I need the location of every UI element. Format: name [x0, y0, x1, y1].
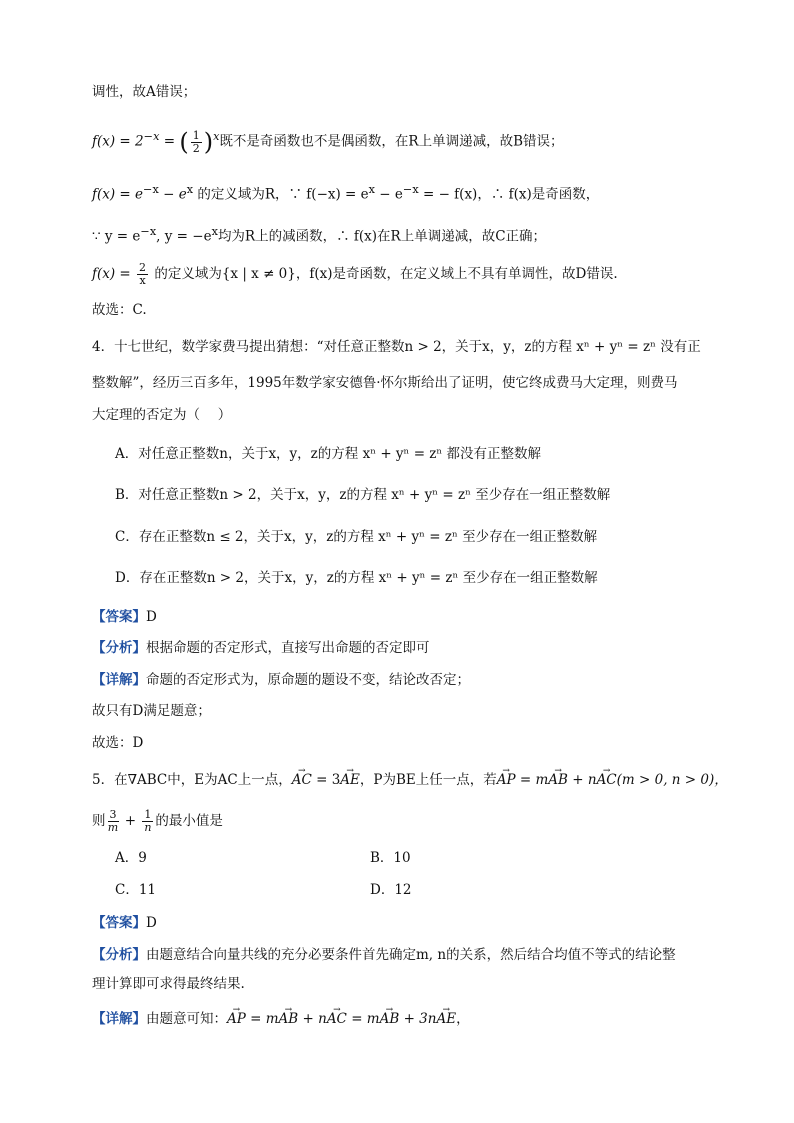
question-4-line-2: 整数解”，经历三百多年，1995年数学家安德鲁·怀尔斯给出了证明，使它终成费马大定理，则费马	[92, 375, 678, 391]
fraction: $\frac{3}{m}$	[107, 808, 119, 834]
text-line: 故选：C.	[92, 302, 147, 318]
option-d: D．存在正整数n > 2，关于x，y，z的方程 xⁿ + yⁿ = zⁿ 至少存在一组正整数解	[115, 570, 598, 586]
option-a: A．9	[115, 850, 147, 866]
question-4-line-3: 大定理的否定为（ ）	[92, 407, 232, 423]
option-c: C．存在正整数n ≤ 2，关于x，y，z的方程 xⁿ + yⁿ = zⁿ 至少存在一组正整数解	[115, 529, 598, 545]
text-line: 调性，故A错误；	[92, 84, 197, 100]
question-5-line-2: 则 $\frac{3}{m}$ + $\frac{1}{n}$ 的最小值是	[92, 808, 223, 834]
fraction: $\frac{1}{2}$	[192, 128, 200, 155]
question-4-line-1: 4．十七世纪，数学家费马提出猜想：“对任意正整数n > 2，关于x，y，z的方程 xⁿ + yⁿ = zⁿ 没有正	[92, 339, 701, 355]
detail-line: 故只有D满足题意；	[92, 703, 211, 719]
solution-line-d: f(x) = $\frac{2}{x}$ 的定义域为{x | x ≠ 0}，f(x)是奇函数，在定义域上不具有单调性，故D错误.	[92, 261, 618, 287]
answer-line: 【答案】D	[92, 915, 157, 931]
answer-line: 【答案】D	[92, 609, 157, 625]
solution-line-b: $f(x) = 2^{-x}$ = ( $\frac{1}{2}$ )$^x$既不是奇函数也不是偶函数，在R上单调递减，故B错误；	[92, 128, 564, 156]
option-d: D．12	[370, 882, 412, 898]
detail-line: 【详解】由题意可知：→ AP = m→ AB + n→ AC = m→ AB + 3n→ AE，	[92, 1009, 470, 1029]
option-c: C．11	[115, 882, 157, 898]
option-b: B．10	[370, 850, 411, 866]
question-5-line-1: 5．在∇ABC中，E为AC上一点，→ AC = 3→ AE，P为BE上任一点，若→ AP = m→ AB + n→ AC(m > 0, n > 0)，	[92, 770, 728, 790]
analysis-line: 【分析】由题意结合向量共线的充分必要条件首先确定m, n的关系，然后结合均值不等式的结论整	[92, 947, 676, 963]
detail-line: 【详解】命题的否定形式为，原命题的题设不变，结论改否定；	[92, 672, 470, 688]
solution-line-c2: ∵ $y = e^{-x}$, $y = -e^x$均为R上的减函数，∴ f(x)在R上单调递减，故C正确；	[92, 225, 547, 245]
fraction: $\frac{2}{x}$	[139, 261, 147, 287]
analysis-line-2: 理计算即可求得最终结果.	[92, 976, 245, 992]
option-a: A．对任意正整数n，关于x，y，z的方程 xⁿ + yⁿ = zⁿ 都没有正整数解	[115, 446, 542, 462]
analysis-line: 【分析】根据命题的否定形式，直接写出命题的否定即可	[92, 640, 430, 656]
solution-line-c1: $f(x) = e^{-x} - e^x$ 的定义域为R，∵ $f(-x) = e^x - e^{-x}$ = − f(x)，∴ f(x)是奇函数，	[92, 183, 600, 203]
fraction: $\frac{1}{n}$	[144, 808, 152, 834]
detail-line: 故选：D	[92, 735, 144, 751]
option-b: B．对任意正整数n > 2，关于x，y，z的方程 xⁿ + yⁿ = zⁿ 至少存在一组正整数解	[115, 487, 611, 503]
